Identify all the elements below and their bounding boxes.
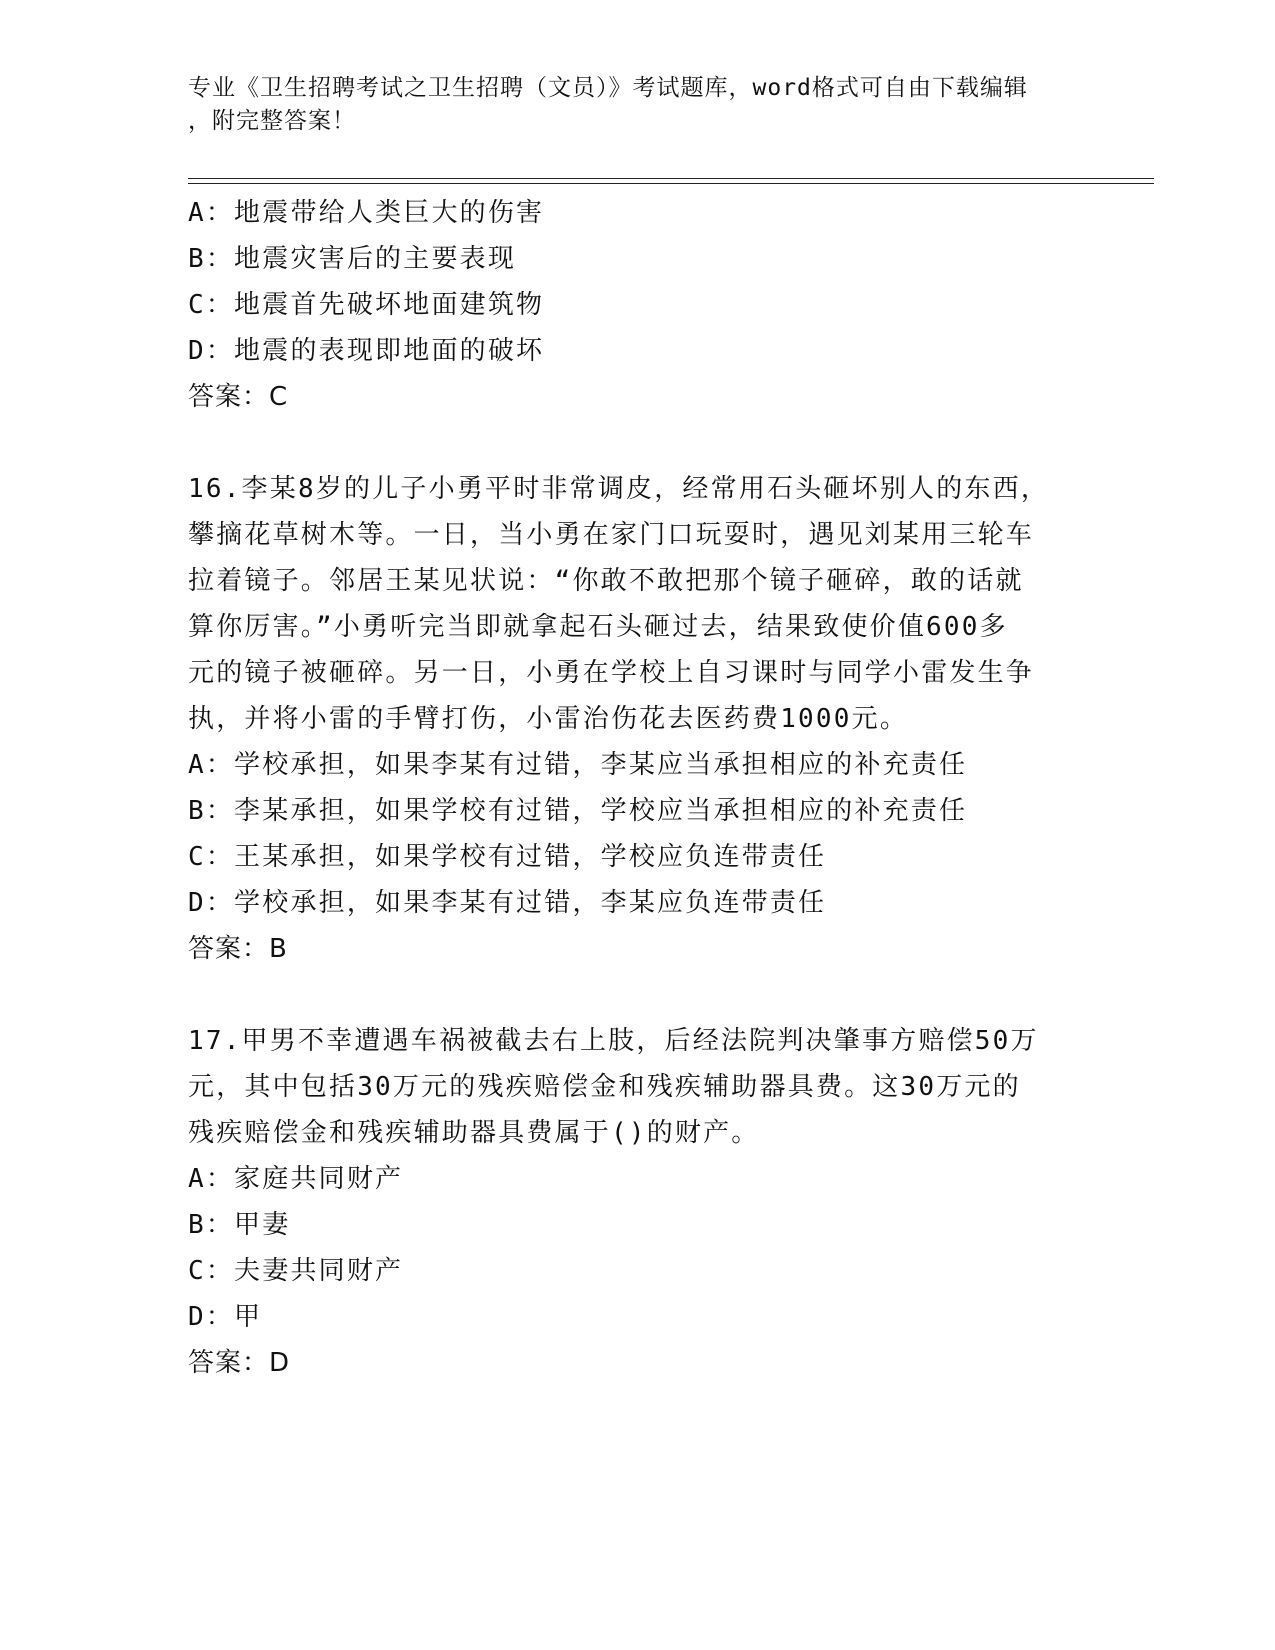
- q16-option-a: A：学校承担，如果李某有过错，李某应当承担相应的补充责任: [188, 750, 968, 780]
- document-header: [188, 72, 1068, 138]
- q17-option-c: C：夫妻共同财产: [188, 1256, 404, 1286]
- q15-option-c: C：地震首先破坏地面建筑物: [188, 290, 545, 320]
- header-divider-top: [188, 178, 1154, 179]
- q15-option-d: D：地震的表现即地面的破坏: [188, 336, 545, 366]
- q16-text-line-1: 16.李某8岁的儿子小勇平时非常调皮，经常用石头砸坏别人的东西，: [188, 474, 1050, 504]
- q15-option-b: B：地震灾害后的主要表现: [188, 244, 517, 274]
- q17-text-line-2: 元，其中包括30万元的残疾赔偿金和残疾辅助器具费。这30万元的: [188, 1072, 1021, 1102]
- q16-text-line-3: 拉着镜子。邻居王某见状说：“你敢不敢把那个镜子砸碎，敢的话就: [188, 566, 1024, 596]
- q16-text-line-4: 算你厉害。”小勇听完当即就拿起石头砸过去，结果致使价值600多: [188, 612, 1008, 642]
- question-16-block: [188, 466, 1068, 972]
- q16-option-b: B：李某承担，如果学校有过错，学校应当承担相应的补充责任: [188, 796, 968, 826]
- q17-answer: 答案：D: [188, 1348, 291, 1378]
- q17-text-line-3: 残疾赔偿金和残疾辅助器具费属于()的财产。: [188, 1118, 760, 1148]
- header-title-line-1: 专业《卫生招聘考试之卫生招聘（文员）》考试题库，word格式可自由下载编辑: [188, 75, 1028, 101]
- q16-text-line-6: 执，并将小雷的手臂打伤，小雷治伤花去医药费1000元。: [188, 704, 909, 734]
- question-content: [188, 190, 1068, 1386]
- header-divider-bottom: [188, 183, 1154, 184]
- q17-option-d: D：甲: [188, 1302, 263, 1332]
- q17-option-b: B：甲妻: [188, 1210, 291, 1240]
- q16-option-c: C：王某承担，如果学校有过错，学校应负连带责任: [188, 842, 827, 872]
- q16-answer: 答案：B: [188, 934, 288, 964]
- question-15-block: [188, 190, 1068, 420]
- q17-text-line-1: 17.甲男不幸遭遇车祸被截去右上肢，后经法院判决肇事方赔偿50万: [188, 1026, 1039, 1056]
- q16-text-line-5: 元的镜子被砸碎。另一日，小勇在学校上自习课时与同学小雷发生争: [188, 658, 1035, 688]
- header-title-line-2: ，附完整答案！: [188, 108, 356, 134]
- q15-option-a: A：地震带给人类巨大的伤害: [188, 198, 545, 228]
- q16-text-line-2: 攀摘花草树木等。一日，当小勇在家门口玩耍时，遇见刘某用三轮车: [188, 520, 1035, 550]
- q17-option-a: A：家庭共同财产: [188, 1164, 404, 1194]
- question-17-block: [188, 1018, 1068, 1386]
- q15-answer: 答案：C: [188, 382, 289, 412]
- q16-option-d: D：学校承担，如果李某有过错，李某应负连带责任: [188, 888, 827, 918]
